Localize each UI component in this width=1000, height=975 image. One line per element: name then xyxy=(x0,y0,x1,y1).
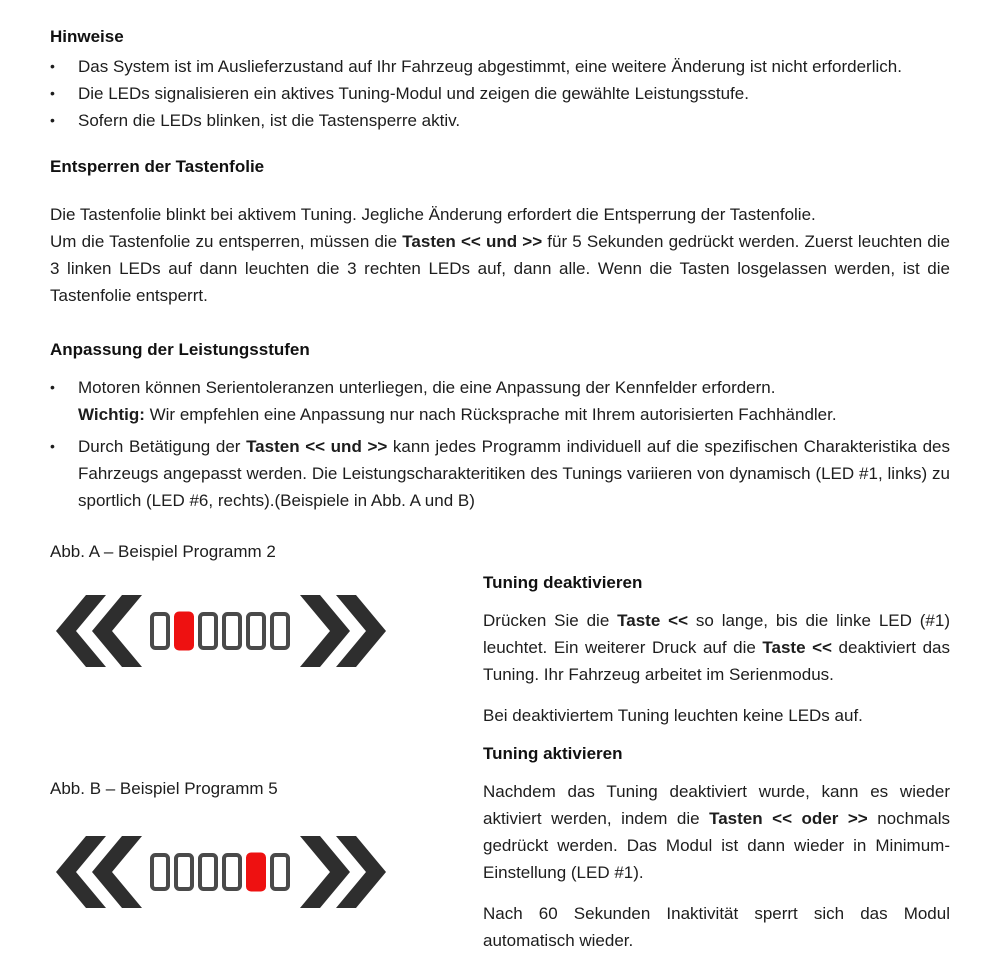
led-5 xyxy=(248,614,264,648)
led-4 xyxy=(224,614,240,648)
bold-text-segment: Tasten << oder >> xyxy=(709,809,868,828)
bullet-icon: • xyxy=(50,112,55,128)
list-item-text xyxy=(78,80,950,107)
left-chevron-icon xyxy=(92,595,142,667)
text-segment: Um die Tastenfolie zu entsperren, müssen die xyxy=(50,232,403,251)
text-segment: kann jedes Programm individuell auf die spezifischen Charakteristika des Fahrzeugs angepasst werden. Die Leistungscharakteritiken des Tunings variieren von dynamisch (LED #1, links) zu sportlich (LED #6, rechts).(Beispiele in Abb. A und B) xyxy=(78,437,950,510)
bullet-icon: • xyxy=(50,379,55,395)
figures-and-instructions-row xyxy=(50,538,950,968)
heading-tuning-deaktivieren: Tuning deaktivieren xyxy=(483,573,643,592)
figure-a-graphic xyxy=(56,591,386,671)
text-segment: Die Tastenfolie blinkt bei aktivem Tuning. Jegliche Änderung erfordert die Entsperrung der Tastenfolie. xyxy=(50,205,816,224)
text-segment: Nach 60 Sekunden Inaktivität sperrt sich das Modul automatisch wieder. xyxy=(483,904,950,950)
text-segment: Motoren können Serientoleranzen unterliegen, die eine Anpassung der Kennfelder erfordern. xyxy=(78,378,776,397)
figures-column xyxy=(50,538,483,968)
activate-paragraph-1 xyxy=(483,778,950,886)
activate-paragraph-2 xyxy=(483,900,950,954)
list-item xyxy=(50,374,950,428)
led-4 xyxy=(224,855,240,889)
heading-tuning-aktivieren: Tuning aktivieren xyxy=(483,744,623,763)
led-6 xyxy=(272,855,288,889)
text-segment: für 5 Sekunden gedrückt werden. Zuerst leuchten die 3 linken LEDs auf dann leuchten die 3 rechten LEDs auf, dann alle. Wenn die Tasten losgelassen werden, ist die Tastenfolie entsperrt. xyxy=(50,232,950,305)
text-segment: Die LEDs signalisieren ein aktives Tuning-Modul und zeigen die gewählte Leistungsstufe. xyxy=(78,84,749,103)
bullet-icon: • xyxy=(50,85,55,101)
section-heading-entsperren: Entsperren der Tastenfolie xyxy=(50,157,265,176)
text-segment: Wir empfehlen eine Anpassung nur nach Rücksprache mit Ihrem autorisierten Fachhändler. xyxy=(144,405,837,424)
list-item xyxy=(50,53,950,80)
text-segment: Durch Betätigung der xyxy=(78,437,247,456)
right-chevron-icon xyxy=(300,836,350,908)
list-item-text xyxy=(78,107,950,134)
bullet-icon: • xyxy=(50,438,55,454)
anpassung-list xyxy=(50,374,950,514)
led-1 xyxy=(152,614,168,648)
bold-text-segment: Taste << xyxy=(762,638,832,657)
figure-a-label: Abb. A – Beispiel Programm 2 xyxy=(50,542,276,561)
list-item-text xyxy=(78,53,950,80)
led-6 xyxy=(272,614,288,648)
list-item xyxy=(50,107,950,134)
deactivate-paragraph-2 xyxy=(483,702,950,729)
text-segment: Drücken Sie die xyxy=(483,611,618,630)
text-segment: so lange, bis die linke LED (#1) leuchtet. Ein weiterer Druck auf die xyxy=(483,611,950,657)
instructions-column xyxy=(483,572,950,968)
bullet-icon: • xyxy=(50,58,55,74)
led-3 xyxy=(200,614,216,648)
text-segment: nochmals gedrückt werden. Das Modul ist dann wieder in Minimum-Einstellung (LED #1). xyxy=(483,809,950,882)
bold-text-segment: Taste << xyxy=(617,611,689,630)
led-5-active xyxy=(247,854,265,891)
figure-b-graphic xyxy=(56,832,386,912)
list-item-text xyxy=(78,433,950,514)
text-segment: Sofern die LEDs blinken, ist die Tastensperre aktiv. xyxy=(78,111,461,130)
hinweise-list xyxy=(50,53,950,134)
deactivate-paragraph-1 xyxy=(483,607,950,688)
text-segment: Bei deaktiviertem Tuning leuchten keine LEDs auf. xyxy=(483,706,863,725)
section-heading-anpassung: Anpassung der Leistungsstufen xyxy=(50,340,310,359)
list-item xyxy=(50,433,950,514)
section-heading-hinweise: Hinweise xyxy=(50,27,124,46)
led-2-active xyxy=(175,613,193,650)
list-item-text xyxy=(78,374,950,428)
text-segment: Das System ist im Auslieferzustand auf Ihr Fahrzeug abgestimmt, eine weitere Änderung ist nicht erforderlich. xyxy=(78,57,902,76)
list-item xyxy=(50,80,950,107)
text-segment: Nachdem das Tuning deaktiviert wurde, kann es wieder aktiviert werden, indem die xyxy=(483,782,950,828)
figure-b-label: Abb. B – Beispiel Programm 5 xyxy=(50,779,278,798)
left-chevron-icon xyxy=(92,836,142,908)
bold-text-segment: Tasten << und >> xyxy=(246,437,388,456)
entsperren-paragraph xyxy=(50,201,950,309)
right-chevron-icon xyxy=(300,595,350,667)
bold-text-segment: Tasten << und >> xyxy=(402,232,543,251)
led-1 xyxy=(152,855,168,889)
text-segment: deaktiviert das Tuning. Ihr Fahrzeug arbeitet im Serienmodus. xyxy=(483,638,950,684)
bold-text-segment: Wichtig: xyxy=(78,405,145,424)
led-2 xyxy=(176,855,192,889)
led-3 xyxy=(200,855,216,889)
